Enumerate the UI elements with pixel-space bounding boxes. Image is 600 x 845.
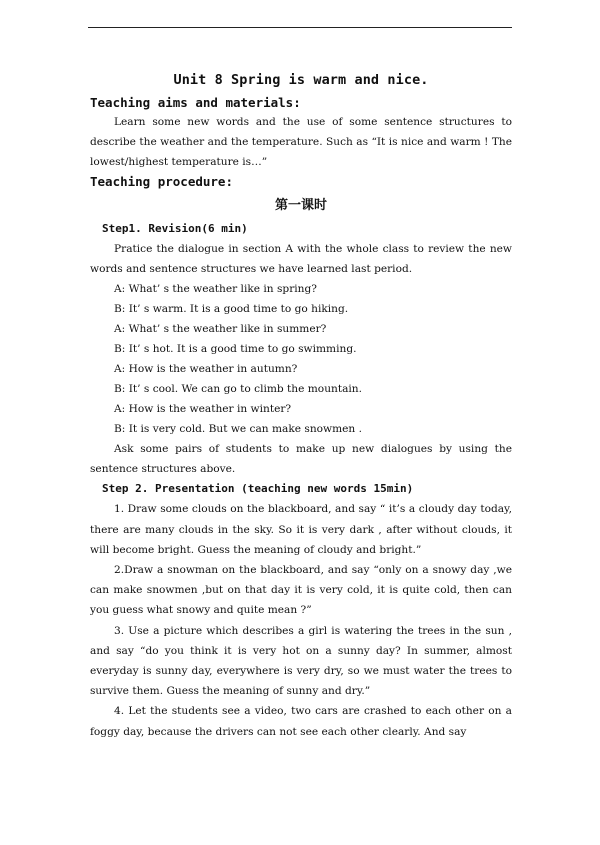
dialogue-line: B: It’ s warm. It is a good time to go hiking. — [114, 303, 349, 316]
dialogue-line: A: What’ s the weather like in spring? — [114, 283, 317, 296]
header-rule — [88, 27, 512, 28]
document-page — [90, 72, 512, 742]
step2-item-1: 1. Draw some clouds on the blackboard, and say “ it’s a cloudy day today, there are many clouds in the sky. So it is very dark , after without clouds, it will become bright. Guess the meaning of cloudy and bright.” — [90, 503, 512, 556]
lesson-title: 第一课时 — [274, 197, 327, 213]
dialogue-block — [90, 279, 512, 439]
dialogue-line: B: It’ s hot. It is a good time to go swimming. — [114, 343, 357, 356]
dialogue-line: A: How is the weather in winter? — [114, 403, 292, 416]
aims-paragraph: Learn some new words and the use of some sentence structures to describe the weather and the temperature. Such as “It is nice and warm ! The lowest/highest temperature is…” — [90, 116, 512, 169]
step2-item-2: 2.Draw a snowman on the blackboard, and say “only on a snowy day ,we can make snowmen ,but on that day it is very cold, it is quite cold, then can you guess what snowy and quite mean ?” — [90, 564, 512, 617]
step1-heading: Step1. Revision(6 min) — [102, 221, 248, 235]
procedure-heading: Teaching procedure: — [90, 173, 233, 189]
step2-heading: Step 2. Presentation (teaching new words 15min) — [102, 482, 414, 496]
step2-item-4: 4. Let the students see a video, two cars are crashed to each other on a foggy day, because the drivers can not see each other clearly. And say — [90, 705, 512, 738]
dialogue-line: A: What’ s the weather like in summer? — [114, 323, 327, 336]
dialogue-line: B: It’ s cool. We can go to climb the mountain. — [114, 383, 362, 396]
step2-item-3: 3. Use a picture which describes a girl is watering the trees in the sun , and say “do you think it is very hot on a sunny day? In summer, almost everyday is sunny day, everywhere is very dry, so we must water the trees to survive them. Guess the meaning of sunny and dry.” — [90, 624, 512, 698]
document-title: Unit 8 Spring is warm and nice. — [173, 72, 429, 88]
dialogue-line: B: It is very cold. But we can make snowmen . — [114, 423, 362, 436]
aims-heading: Teaching aims and materials: — [90, 95, 301, 110]
dialogue-line: A: How is the weather in autumn? — [114, 363, 298, 376]
step1-outro: Ask some pairs of students to make up new dialogues by using the sentence structures above. — [90, 443, 512, 476]
step1-intro: Pratice the dialogue in section A with the whole class to review the new words and sentence structures we have learned last period. — [90, 242, 512, 275]
